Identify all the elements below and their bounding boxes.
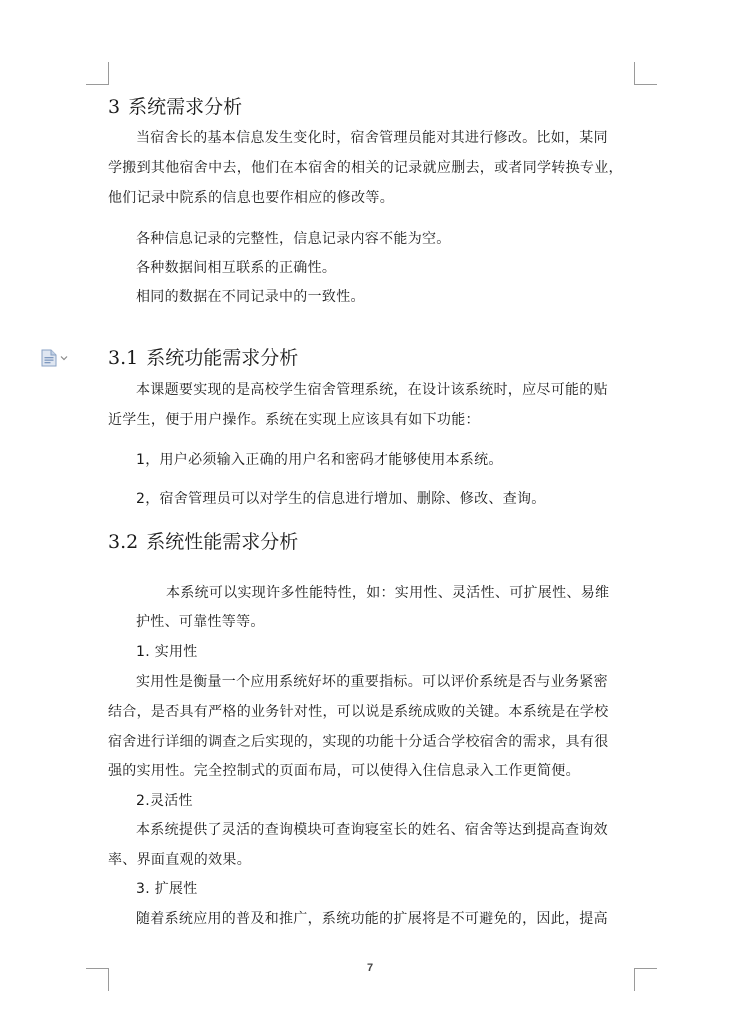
constraint-line: 相同的数据在不同记录中的一致性。 (136, 289, 365, 305)
paragraph-line: 结合，是否具有严格的业务针对性，可以说是系统成败的关键。本系统是在学校 (108, 704, 609, 720)
chevron-down-icon (60, 355, 68, 361)
paragraph-line: 率、界面直观的效果。 (108, 852, 251, 868)
heading-title: 系统性能需求分析 (146, 531, 299, 553)
navigation-pane-toggle[interactable] (41, 349, 73, 367)
heading-section-3-1 (108, 346, 298, 370)
subheading: 3. 扩展性 (136, 881, 198, 897)
margin-corner-bottom-left (86, 968, 109, 991)
heading-title: 系统功能需求分析 (146, 347, 299, 369)
paragraph-line: 实用性是衡量一个应用系统好坏的重要指标。可以评价系统是否与业务紧密 (136, 674, 608, 690)
paragraph-line: 护性、可靠性等等。 (136, 614, 265, 630)
margin-corner-top-right (634, 62, 657, 85)
heading-title: 系统需求分析 (128, 96, 243, 118)
paragraph-line: 当宿舍长的基本信息发生变化时，宿舍管理员能对其进行修改。比如，某同 (136, 130, 608, 146)
paragraph-line: 本系统可以实现许多性能特性，如：实用性、灵活性、可扩展性、易维 (166, 585, 610, 601)
paragraph-line: 强的实用性。完全控制式的页面布局，可以使得入住信息录入工作更简便。 (108, 763, 580, 779)
heading-section-3 (108, 95, 242, 119)
list-item: 2，宿舍管理员可以对学生的信息进行增加、删除、修改、查询。 (136, 491, 546, 507)
paragraph-line: 宿舍进行详细的调查之后实现的，实现的功能十分适合学校宿舍的需求，具有很 (108, 734, 609, 750)
heading-number: 3.1 (108, 347, 139, 369)
page-number: 7 (366, 962, 374, 974)
paragraph-line: 本系统提供了灵活的查询模块可查询寝室长的姓名、宿舍等达到提高查询效 (136, 822, 608, 838)
constraint-line: 各种数据间相互联系的正确性。 (136, 260, 337, 276)
document-icon (41, 349, 57, 367)
constraint-line: 各种信息记录的完整性，信息记录内容不能为空。 (136, 231, 451, 247)
margin-corner-bottom-right (634, 968, 657, 991)
margin-corner-top-left (86, 62, 109, 85)
subheading: 2.灵活性 (136, 793, 193, 809)
paragraph-line: 学搬到其他宿舍中去，他们在本宿舍的相关的记录就应删去，或者同学转换专业， (108, 160, 623, 176)
paragraph-line: 近学生，便于用户操作。系统在实现上应该具有如下功能： (108, 412, 480, 428)
paragraph-line: 本课题要实现的是高校学生宿舍管理系统，在设计该系统时，应尽可能的贴 (136, 382, 608, 398)
paragraph-line: 他们记录中院系的信息也要作相应的修改等。 (108, 190, 394, 206)
subheading: 1. 实用性 (136, 644, 198, 660)
heading-number: 3.2 (108, 531, 139, 553)
list-item: 1，用户必须输入正确的用户名和密码才能够使用本系统。 (136, 452, 503, 468)
paragraph-line: 随着系统应用的普及和推广，系统功能的扩展将是不可避免的，因此，提高 (136, 911, 608, 927)
heading-number: 3 (108, 96, 121, 118)
heading-section-3-2 (108, 530, 298, 554)
